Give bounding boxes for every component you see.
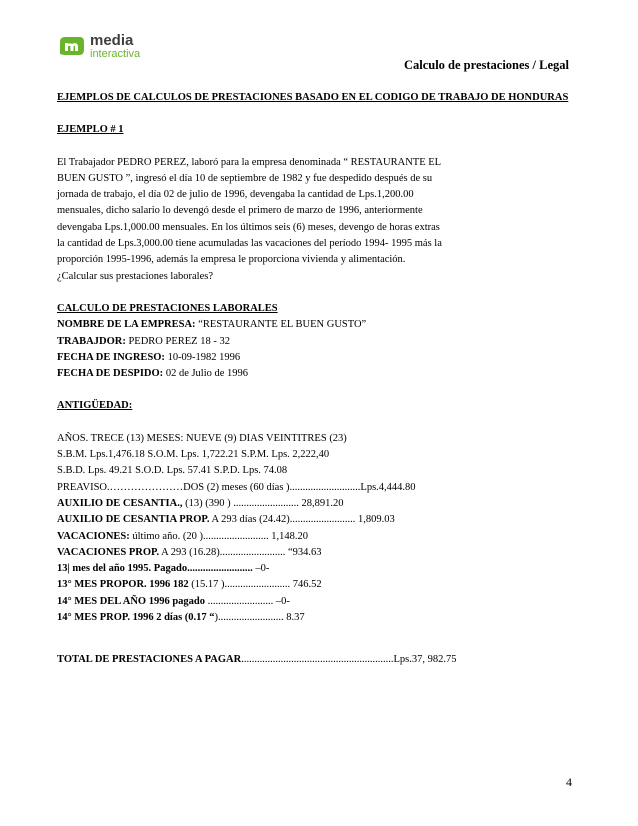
paragraph-line: ¿Calcular sus prestaciones laborales? (57, 270, 213, 282)
item-label: VACACIONES PROP. (57, 546, 160, 558)
logo-word-interactiva: interactiva (90, 48, 141, 60)
item-line (57, 594, 587, 610)
ingreso-line (57, 350, 587, 366)
ingreso-label: FECHA DE INGRESO: (57, 351, 165, 363)
item-line (57, 529, 587, 545)
despido-line (57, 366, 587, 382)
item-label: 13° MES PROPOR. 1996 182 (57, 579, 189, 591)
document-title: Calculo de prestaciones / Legal (403, 58, 569, 72)
item-value: A 293 días (24.42)......................... 1,809.03 (209, 514, 395, 526)
item-line (57, 610, 587, 626)
total-value: ..........................................................Lps.37, 982.75 (241, 654, 457, 666)
item-value: (15.17 )......................... 746.52 (188, 579, 322, 591)
item-value: último año. (20 )......................... 1,148.20 (129, 530, 308, 542)
item-label: 14° MES DEL AÑO 1996 pagado (57, 595, 206, 607)
item-value: –0- (252, 563, 270, 575)
paragraph-line: BUEN GUSTO ”, ingresó el día 10 de septiembre de 1982 y fue despedido después de su (57, 172, 433, 184)
main-heading: EJEMPLOS DE CALCULOS DE PRESTACIONES BASADO EN EL CODIGO DE TRABAJO DE HONDURAS (57, 92, 569, 103)
paragraph-line: la cantidad de Lps.3,000.00 tiene acumuladas las vacaciones del período 1994- 1995 más la (57, 238, 442, 250)
item-value: A 293 (16.28)......................... “934.63 (159, 546, 322, 558)
ingreso-value: 10-09-1982 1996 (164, 351, 241, 363)
trabajador-value: PEDRO PEREZ 18 - 32 (125, 335, 230, 347)
item-value: (13) (390 ) ......................... 28,891.20 (182, 497, 344, 509)
antiguedad-line: S.B.M. Lps.1,476.18 S.O.M. Lps. 1,722.21 S.P.M. Lps. 2,222,40 (57, 449, 330, 461)
media-interactiva-logo (58, 28, 178, 68)
calculo-heading: CALCULO DE PRESTACIONES LABORALES (57, 302, 278, 314)
page-number: 4 (566, 775, 572, 789)
item-value: ......................... –0- (205, 595, 290, 607)
item-label: AUXILIO DE CESANTIA PROP. (57, 514, 210, 526)
item-line (57, 496, 587, 512)
item-label: 14° MES PROP. 1996 2 días (0.17 “ (57, 612, 215, 624)
despido-label: FECHA DE DESPIDO: (57, 368, 164, 380)
trabajador-label: TRABAJDOR: (57, 335, 126, 347)
empresa-label: NOMBRE DE LA EMPRESA: (57, 319, 196, 331)
paragraph-line: El Trabajador PEDRO PEREZ, laboró para la empresa denominada “ RESTAURANTE EL (57, 156, 442, 168)
item-value: )......................... 8.37 (214, 612, 305, 624)
item-line (57, 512, 587, 528)
logo-word-media: media (90, 32, 134, 49)
antiguedad-heading: ANTIGÜEDAD: (57, 400, 133, 412)
logo-mark-icon (58, 34, 86, 58)
antiguedad-line: S.B.D. Lps. 49.21 S.O.D. Lps. 57.41 S.P.D. Lps. 74.08 (57, 465, 288, 477)
item-line (57, 545, 587, 561)
empresa-value: “RESTAURANTE EL BUEN GUSTO” (195, 319, 367, 331)
despido-value: 02 de Julio de 1996 (163, 368, 249, 380)
trabajador-line (57, 334, 587, 350)
total-label: TOTAL DE PRESTACIONES A PAGAR (57, 654, 242, 666)
item-label: VACACIONES: (57, 530, 130, 542)
example-heading: EJEMPLO # 1 (57, 124, 124, 136)
document-body (57, 90, 587, 669)
item-line (57, 561, 587, 577)
item-label: 13| mes del año 1995. Pagado......................... (57, 563, 253, 575)
total-line (57, 652, 587, 668)
antiguedad-line: AÑOS. TRECE (13) MESES: NUEVE (9) DIAS VEINTITRES (23) (57, 432, 347, 444)
paragraph-line: jornada de trabajo, el día 02 de julio de 1996, devengaba la cantidad de Lps.1,200.00 (57, 189, 414, 201)
paragraph-line: mensuales, dicho salario lo devengó desde el primero de marzo de 1996, anteriormente (57, 205, 423, 217)
item-line (57, 577, 587, 593)
item-label: AUXILIO DE CESANTIA., (57, 497, 183, 509)
paragraph-line: proporción 1995-1996, además la empresa le proporciona vivienda y alimentación. (57, 254, 406, 266)
empresa-line (57, 317, 587, 333)
antiguedad-line: PREAVISO.…………………DOS (2) meses (60 días )...........................Lps.4,444.80 (57, 481, 416, 493)
paragraph-line: devengaba Lps.1,000.00 mensuales. En los últimos seis (6) meses, devengo de horas extras (57, 221, 440, 233)
